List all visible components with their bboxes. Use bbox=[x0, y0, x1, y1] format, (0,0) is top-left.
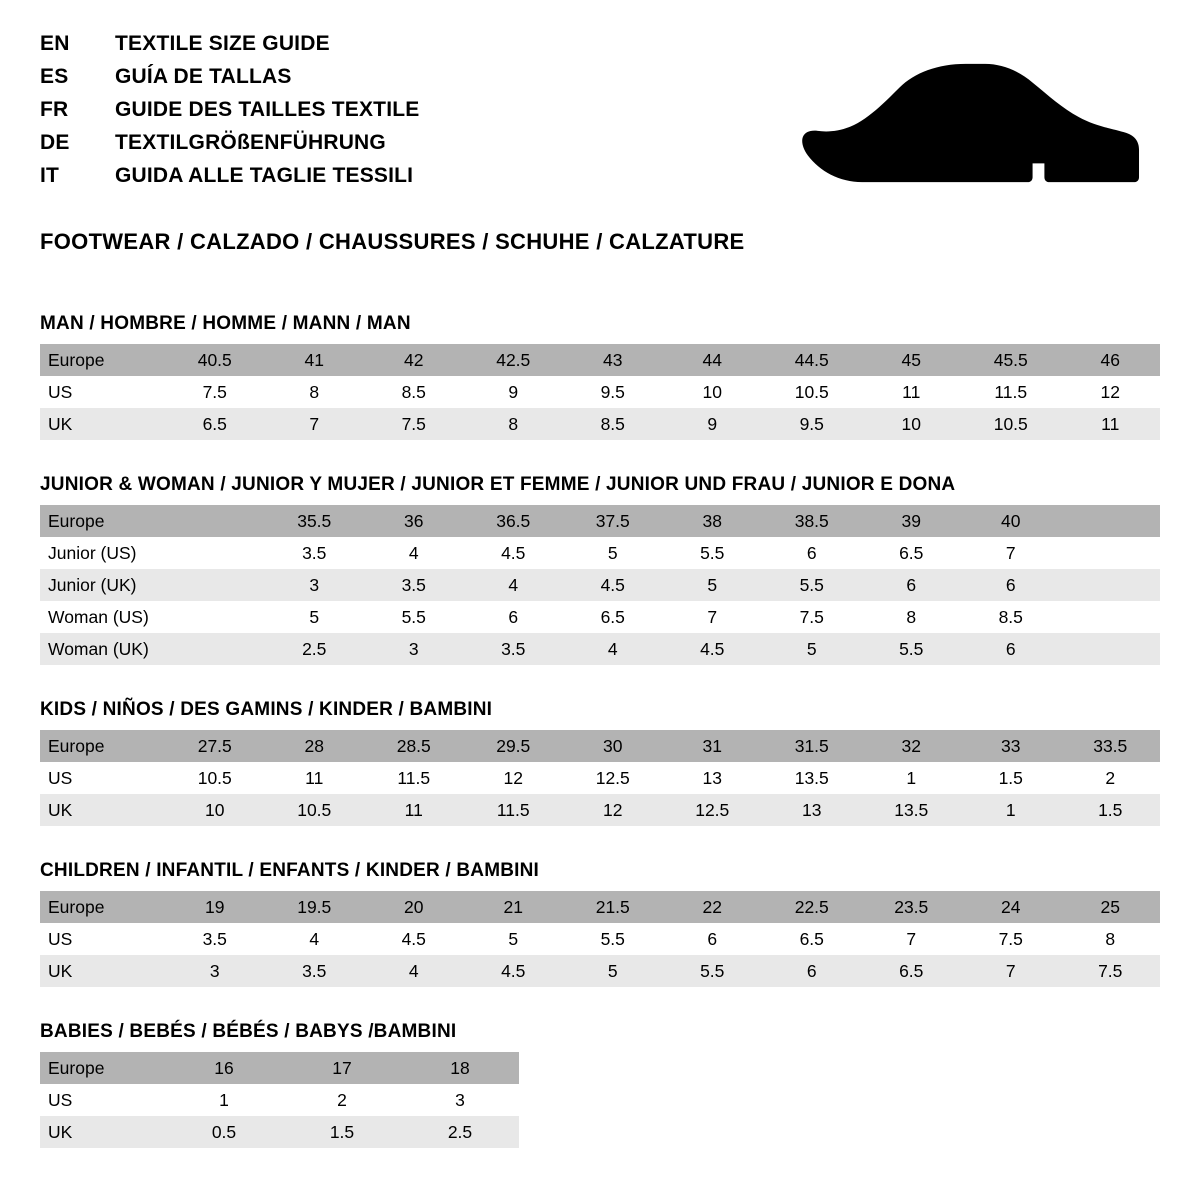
row-label: UK bbox=[40, 408, 165, 440]
cell: 10.5 bbox=[961, 408, 1061, 440]
cell: 3.5 bbox=[265, 537, 365, 569]
cell: 1 bbox=[961, 794, 1061, 826]
language-title: GUIDE DES TAILLES TEXTILE bbox=[115, 98, 420, 121]
cell: 7 bbox=[265, 408, 365, 440]
cell: 44.5 bbox=[762, 344, 862, 376]
language-row bbox=[40, 164, 419, 197]
cell: 1.5 bbox=[283, 1116, 401, 1148]
cell bbox=[1061, 505, 1161, 537]
cell: 6 bbox=[464, 601, 564, 633]
cell: 45.5 bbox=[961, 344, 1061, 376]
cell: 5 bbox=[563, 537, 663, 569]
cell: 7 bbox=[663, 601, 763, 633]
cell: 12 bbox=[563, 794, 663, 826]
table-row bbox=[40, 505, 1160, 537]
cell: 38.5 bbox=[762, 505, 862, 537]
cell: 30 bbox=[563, 730, 663, 762]
cell: 10.5 bbox=[762, 376, 862, 408]
section-man bbox=[40, 313, 1160, 440]
table-row bbox=[40, 601, 1160, 633]
cell: 3.5 bbox=[165, 923, 265, 955]
cell: 31.5 bbox=[762, 730, 862, 762]
cell: 7.5 bbox=[762, 601, 862, 633]
cell: 9 bbox=[464, 376, 564, 408]
cell: 42.5 bbox=[464, 344, 564, 376]
cell: 25 bbox=[1061, 891, 1161, 923]
cell: 35.5 bbox=[265, 505, 365, 537]
cell: 9.5 bbox=[563, 376, 663, 408]
cell: 4.5 bbox=[364, 923, 464, 955]
cell: 23.5 bbox=[862, 891, 962, 923]
cell bbox=[1061, 569, 1161, 601]
cell: 7 bbox=[862, 923, 962, 955]
cell: 5.5 bbox=[862, 633, 962, 665]
cell: 46 bbox=[1061, 344, 1161, 376]
cell: 13.5 bbox=[862, 794, 962, 826]
cell: 4.5 bbox=[663, 633, 763, 665]
shoe-illustration bbox=[800, 32, 1160, 185]
cell bbox=[165, 633, 265, 665]
cell: 4 bbox=[364, 955, 464, 987]
size-table-babies bbox=[40, 1052, 519, 1148]
row-label: US bbox=[40, 376, 165, 408]
table-row bbox=[40, 794, 1160, 826]
header bbox=[40, 32, 1160, 197]
cell: 3 bbox=[401, 1084, 519, 1116]
cell: 11 bbox=[364, 794, 464, 826]
cell: 6.5 bbox=[563, 601, 663, 633]
cell: 5 bbox=[663, 569, 763, 601]
cell: 40 bbox=[961, 505, 1061, 537]
cell: 12 bbox=[464, 762, 564, 794]
cell: 41 bbox=[265, 344, 365, 376]
language-row bbox=[40, 65, 419, 98]
cell: 13 bbox=[663, 762, 763, 794]
table-row bbox=[40, 408, 1160, 440]
cell bbox=[165, 601, 265, 633]
section-title: BABIES / BEBÉS / BÉBÉS / BABYS /BAMBINI bbox=[40, 1021, 457, 1042]
row-label: US bbox=[40, 1084, 165, 1116]
cell: 1.5 bbox=[961, 762, 1061, 794]
section-junior-woman bbox=[40, 474, 1160, 665]
cell: 6.5 bbox=[862, 537, 962, 569]
language-code: EN bbox=[40, 32, 70, 55]
language-code: IT bbox=[40, 164, 60, 187]
cell: 5.5 bbox=[563, 923, 663, 955]
cell: 21 bbox=[464, 891, 564, 923]
cell: 3 bbox=[364, 633, 464, 665]
section-title: JUNIOR & WOMAN / JUNIOR Y MUJER / JUNIOR ET FEMME / JUNIOR UND FRAU / JUNIOR E DONA bbox=[40, 474, 956, 495]
section-title: CHILDREN / INFANTIL / ENFANTS / KINDER / BAMBINI bbox=[40, 860, 540, 881]
table-row bbox=[40, 955, 1160, 987]
cell: 11.5 bbox=[364, 762, 464, 794]
cell bbox=[1061, 633, 1161, 665]
cell: 7 bbox=[961, 537, 1061, 569]
cell: 8 bbox=[1061, 923, 1161, 955]
cell: 0.5 bbox=[165, 1116, 283, 1148]
language-row bbox=[40, 98, 419, 131]
cell: 10.5 bbox=[265, 794, 365, 826]
cell: 6.5 bbox=[762, 923, 862, 955]
cell: 8.5 bbox=[961, 601, 1061, 633]
cell: 7.5 bbox=[961, 923, 1061, 955]
cell bbox=[165, 537, 265, 569]
table-row bbox=[40, 569, 1160, 601]
cell: 6.5 bbox=[862, 955, 962, 987]
cell: 3 bbox=[265, 569, 365, 601]
cell: 3.5 bbox=[265, 955, 365, 987]
cell: 45 bbox=[862, 344, 962, 376]
table-row bbox=[40, 891, 1160, 923]
cell: 6 bbox=[961, 569, 1061, 601]
row-label: Europe bbox=[40, 1052, 165, 1084]
language-title: GUIDA ALLE TAGLIE TESSILI bbox=[115, 164, 414, 187]
table-row bbox=[40, 344, 1160, 376]
language-code: FR bbox=[40, 98, 69, 121]
cell: 18 bbox=[401, 1052, 519, 1084]
cell: 11 bbox=[265, 762, 365, 794]
cell: 36.5 bbox=[464, 505, 564, 537]
cell: 1.5 bbox=[1061, 794, 1161, 826]
section-children bbox=[40, 860, 1160, 987]
table-row bbox=[40, 730, 1160, 762]
cell bbox=[1061, 601, 1161, 633]
cell: 11.5 bbox=[961, 376, 1061, 408]
cell: 44 bbox=[663, 344, 763, 376]
cell: 16 bbox=[165, 1052, 283, 1084]
cell: 8 bbox=[464, 408, 564, 440]
cell bbox=[1061, 537, 1161, 569]
language-row bbox=[40, 131, 419, 164]
dress-shoe-icon bbox=[800, 60, 1140, 185]
table-row bbox=[40, 633, 1160, 665]
size-table-children bbox=[40, 891, 1160, 987]
language-title: TEXTILE SIZE GUIDE bbox=[115, 32, 330, 55]
cell: 6 bbox=[961, 633, 1061, 665]
table-row bbox=[40, 1052, 519, 1084]
cell: 4 bbox=[563, 633, 663, 665]
cell: 5.5 bbox=[663, 955, 763, 987]
cell: 1 bbox=[165, 1084, 283, 1116]
cell: 19.5 bbox=[265, 891, 365, 923]
cell: 24 bbox=[961, 891, 1061, 923]
cell: 4 bbox=[265, 923, 365, 955]
cell: 5 bbox=[563, 955, 663, 987]
cell: 11 bbox=[862, 376, 962, 408]
cell: 5 bbox=[762, 633, 862, 665]
cell: 6 bbox=[762, 955, 862, 987]
cell: 13.5 bbox=[762, 762, 862, 794]
cell: 22 bbox=[663, 891, 763, 923]
cell: 11.5 bbox=[464, 794, 564, 826]
table-row bbox=[40, 537, 1160, 569]
cell: 8.5 bbox=[364, 376, 464, 408]
language-code: DE bbox=[40, 131, 70, 154]
cell: 4.5 bbox=[464, 537, 564, 569]
cell: 8 bbox=[265, 376, 365, 408]
cell: 12.5 bbox=[563, 762, 663, 794]
row-label: Europe bbox=[40, 505, 165, 537]
cell: 38 bbox=[663, 505, 763, 537]
cell: 13 bbox=[762, 794, 862, 826]
cell: 6.5 bbox=[165, 408, 265, 440]
cell: 2 bbox=[283, 1084, 401, 1116]
cell: 10.5 bbox=[165, 762, 265, 794]
cell: 3.5 bbox=[364, 569, 464, 601]
row-label: Junior (UK) bbox=[40, 569, 165, 601]
row-label: UK bbox=[40, 955, 165, 987]
cell: 39 bbox=[862, 505, 962, 537]
cell: 27.5 bbox=[165, 730, 265, 762]
language-title: GUÍA DE TALLAS bbox=[115, 65, 292, 88]
cell: 5.5 bbox=[762, 569, 862, 601]
cell: 10 bbox=[663, 376, 763, 408]
row-label: US bbox=[40, 762, 165, 794]
table-row bbox=[40, 376, 1160, 408]
size-table-kids bbox=[40, 730, 1160, 826]
cell: 3 bbox=[165, 955, 265, 987]
cell: 9 bbox=[663, 408, 763, 440]
cell: 10 bbox=[165, 794, 265, 826]
cell: 8 bbox=[862, 601, 962, 633]
cell: 7.5 bbox=[165, 376, 265, 408]
language-title: TEXTILGRÖßENFÜHRUNG bbox=[115, 131, 386, 154]
row-label: UK bbox=[40, 1116, 165, 1148]
cell bbox=[165, 569, 265, 601]
cell: 4 bbox=[464, 569, 564, 601]
category-title: FOOTWEAR / CALZADO / CHAUSSURES / SCHUHE / CALZATURE bbox=[40, 229, 745, 254]
cell: 8.5 bbox=[563, 408, 663, 440]
row-label: US bbox=[40, 923, 165, 955]
row-label: Europe bbox=[40, 891, 165, 923]
section-title: KIDS / NIÑOS / DES GAMINS / KINDER / BAMBINI bbox=[40, 699, 493, 720]
table-row bbox=[40, 1116, 519, 1148]
cell: 2 bbox=[1061, 762, 1161, 794]
cell: 9.5 bbox=[762, 408, 862, 440]
section-title: MAN / HOMBRE / HOMME / MANN / MAN bbox=[40, 313, 411, 334]
cell: 2.5 bbox=[265, 633, 365, 665]
cell: 43 bbox=[563, 344, 663, 376]
cell: 12 bbox=[1061, 376, 1161, 408]
cell: 1 bbox=[862, 762, 962, 794]
cell: 4.5 bbox=[563, 569, 663, 601]
cell: 31 bbox=[663, 730, 763, 762]
cell: 6 bbox=[663, 923, 763, 955]
cell: 21.5 bbox=[563, 891, 663, 923]
language-title-list bbox=[40, 32, 419, 197]
section-kids bbox=[40, 699, 1160, 826]
cell: 7.5 bbox=[1061, 955, 1161, 987]
cell: 4 bbox=[364, 537, 464, 569]
row-label: Junior (US) bbox=[40, 537, 165, 569]
row-label: Woman (US) bbox=[40, 601, 165, 633]
cell: 5 bbox=[265, 601, 365, 633]
cell: 29.5 bbox=[464, 730, 564, 762]
cell bbox=[165, 505, 265, 537]
cell: 28.5 bbox=[364, 730, 464, 762]
cell: 40.5 bbox=[165, 344, 265, 376]
row-label: UK bbox=[40, 794, 165, 826]
cell: 36 bbox=[364, 505, 464, 537]
cell: 17 bbox=[283, 1052, 401, 1084]
language-code: ES bbox=[40, 65, 69, 88]
cell: 20 bbox=[364, 891, 464, 923]
cell: 37.5 bbox=[563, 505, 663, 537]
cell: 5.5 bbox=[663, 537, 763, 569]
cell: 12.5 bbox=[663, 794, 763, 826]
table-row bbox=[40, 762, 1160, 794]
cell: 4.5 bbox=[464, 955, 564, 987]
table-row bbox=[40, 1084, 519, 1116]
cell: 10 bbox=[862, 408, 962, 440]
cell: 19 bbox=[165, 891, 265, 923]
cell: 11 bbox=[1061, 408, 1161, 440]
row-label: Europe bbox=[40, 344, 165, 376]
cell: 5 bbox=[464, 923, 564, 955]
size-table-junior-woman bbox=[40, 505, 1160, 665]
cell: 33.5 bbox=[1061, 730, 1161, 762]
row-label: Europe bbox=[40, 730, 165, 762]
cell: 6 bbox=[762, 537, 862, 569]
cell: 22.5 bbox=[762, 891, 862, 923]
cell: 7.5 bbox=[364, 408, 464, 440]
table-row bbox=[40, 923, 1160, 955]
cell: 33 bbox=[961, 730, 1061, 762]
cell: 42 bbox=[364, 344, 464, 376]
size-table-man bbox=[40, 344, 1160, 440]
cell: 28 bbox=[265, 730, 365, 762]
cell: 2.5 bbox=[401, 1116, 519, 1148]
language-row bbox=[40, 32, 419, 65]
cell: 6 bbox=[862, 569, 962, 601]
row-label: Woman (UK) bbox=[40, 633, 165, 665]
cell: 32 bbox=[862, 730, 962, 762]
cell: 3.5 bbox=[464, 633, 564, 665]
cell: 5.5 bbox=[364, 601, 464, 633]
cell: 7 bbox=[961, 955, 1061, 987]
section-babies bbox=[40, 1021, 1160, 1148]
